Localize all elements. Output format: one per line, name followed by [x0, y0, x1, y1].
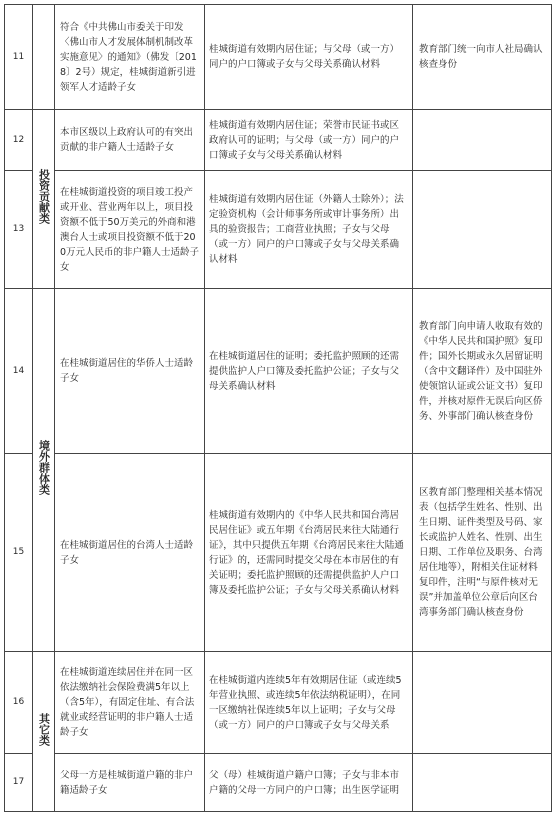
remark-cell: 教育部门向申请人收取有效的《中华人民共和国护照》复印件；国外长期或永久居留证明（含中文翻译件）及中国驻外使领馆认证或公证文书）复印件，并核对原件无误后向区侨务、外事部门确认核查身份 — [413, 289, 552, 454]
row-number: 16 — [5, 652, 33, 754]
category-label: 投资贡献类 — [37, 169, 51, 224]
table-row — [5, 652, 552, 754]
condition-cell: 在桂城街道居住的台湾人士适龄子女 — [55, 454, 205, 652]
category-cell — [33, 110, 55, 289]
row-number: 17 — [5, 754, 33, 812]
materials-cell: 桂城街道有效期内居住证（外籍人士除外）；法定验资机构（会计师事务所或审计事务所）出具的验资报告；工商营业执照；子女与父母（或一方）同户的户口簿或子女与父母关系确认材料 — [205, 171, 413, 289]
materials-cell: 桂城街道有效期内居住证；与父母（或一方）同户的户口簿或子女与父母关系确认材料 — [205, 5, 413, 110]
remark-cell — [413, 110, 552, 171]
row-number: 14 — [5, 289, 33, 454]
materials-cell: 桂城街道有效期内的《中华人民共和国台湾居民居住证》或五年期《台湾居民来往大陆通行证》，其中只提供五年期《台湾居民来往大陆通行证》的，还需同时提交父母在本市居住的有关证明；委托监护照顾的还需提供监护人户口簿及委托监护公证；子女与父母关系确认材料 — [205, 454, 413, 652]
table-row — [5, 110, 552, 171]
remark-cell — [413, 754, 552, 812]
remark-cell: 教育部门统一向市人社局确认核查身份 — [413, 5, 552, 110]
category-cell-empty — [33, 5, 55, 110]
condition-cell: 在桂城街道连续居住并在同一区依法缴纳社会保险费满5年以上（含5年），有固定住址、有合法就业或经营证明的非户籍人士适龄子女 — [55, 652, 205, 754]
row-number: 11 — [5, 5, 33, 110]
row-number: 15 — [5, 454, 33, 652]
row-number: 13 — [5, 171, 33, 289]
condition-cell: 本市区级以上政府认可的有突出贡献的非户籍人士适龄子女 — [55, 110, 205, 171]
category-label: 其它类 — [37, 712, 51, 746]
row-number: 12 — [5, 110, 33, 171]
table-row — [5, 754, 552, 812]
condition-cell: 父母一方是桂城街道户籍的非户籍适龄子女 — [55, 754, 205, 812]
materials-cell: 桂城街道有效期内居住证；荣誉市民证书或区政府认可的证明；与父母（或一方）同户的户口簿或子女与父母关系确认材料 — [205, 110, 413, 171]
materials-cell: 父（母）桂城街道户籍户口簿；子女与非本市户籍的父母一方同户的户口簿；出生医学证明 — [205, 754, 413, 812]
remark-cell — [413, 652, 552, 754]
condition-cell: 在桂城街道居住的华侨人士适龄子女 — [55, 289, 205, 454]
category-cell — [33, 289, 55, 652]
table-row — [5, 171, 552, 289]
condition-cell: 在桂城街道投资的项目竣工投产或开业、营业两年以上，项目投资额不低于50万美元的外商和港澳台人士或项目投资额不低于200万元人民币的非户籍人士适龄子女 — [55, 171, 205, 289]
materials-cell: 在桂城街道内连续5年有效期居住证（或连续5年营业执照、或连续5年依法纳税证明），在同一区缴纳社保连续5年以上证明；子女与父母（或一方）同户的户口簿或子女与父母关系 — [205, 652, 413, 754]
eligibility-table — [4, 4, 552, 812]
condition-cell: 符合《中共佛山市委关于印发〈佛山市人才发展体制机制改革实施意见〉的通知》（佛发〔2018〕2号）规定，桂城街道新引进领军人才适龄子女 — [55, 5, 205, 110]
category-label: 境外群体类 — [37, 440, 51, 495]
table-row — [5, 454, 552, 652]
remark-cell — [413, 171, 552, 289]
materials-cell: 在桂城街道居住的证明；委托监护照顾的还需提供监护人户口簿及委托监护公证；子女与父母关系确认材料 — [205, 289, 413, 454]
table-row — [5, 5, 552, 110]
table-row — [5, 289, 552, 454]
category-cell — [33, 652, 55, 812]
remark-cell: 区教育部门整理相关基本情况表（包括学生姓名、性别、出生日期、证件类型及号码、家长或监护人姓名、性别、出生日期、工作单位及职务、台湾居住地等），附相关住证材料复印件，注明“与原件核对无误”并加盖单位公章后向区台湾事务部门确认核查身份 — [413, 454, 552, 652]
